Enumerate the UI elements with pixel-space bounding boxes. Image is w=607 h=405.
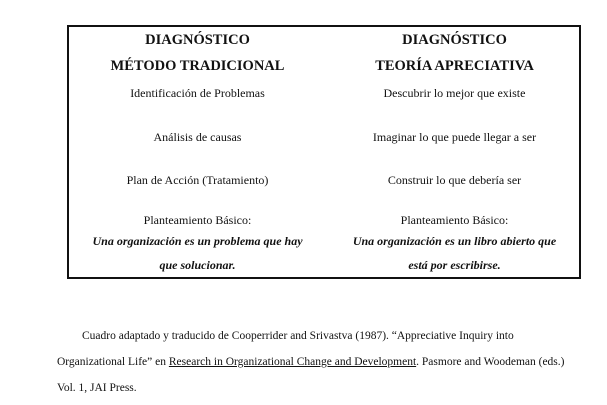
basic-approach-statement-line-2: está por escribirse.: [408, 258, 501, 272]
caption-text-1: Cuadro adaptado y traducido de Cooperrider and Srivastva (1987). “Appreciative Inquiry into Organizational Life” en: [57, 330, 514, 368]
source-title-link: Research in Organizational Change and Development: [168, 356, 417, 368]
list-item: Identificación de Problemas: [130, 86, 265, 100]
list-item: Plan de Acción (Tratamiento): [126, 173, 269, 187]
source-caption: [57, 323, 567, 401]
list-item: Descubrir lo mejor que existe: [383, 86, 526, 100]
list-item: Análisis de causas: [153, 130, 242, 144]
column-heading-method: MÉTODO TRADICIONAL: [110, 58, 285, 74]
column-heading-method: TEORÍA APRECIATIVA: [375, 58, 534, 74]
basic-approach-statement-line-2: que solucionar.: [159, 258, 236, 272]
basic-approach-statement-line-1: Una organización es un libro abierto que: [352, 234, 557, 248]
column-heading-diagnostico: DIAGNÓSTICO: [402, 32, 507, 48]
basic-approach-statement-line-1: Una organización es un problema que hay: [92, 234, 303, 248]
caption-text-2: . Pasmore and Woodeman (eds.) Vol. 1, JAI Press.: [57, 356, 565, 394]
basic-approach-label: Planteamiento Básico:: [143, 213, 252, 227]
comparison-table: [67, 25, 581, 279]
list-item: Construir lo que debería ser: [387, 173, 522, 187]
list-item: Imaginar lo que puede llegar a ser: [372, 130, 537, 144]
basic-approach-label: Planteamiento Básico:: [400, 213, 509, 227]
column-heading-diagnostico: DIAGNÓSTICO: [145, 32, 250, 48]
